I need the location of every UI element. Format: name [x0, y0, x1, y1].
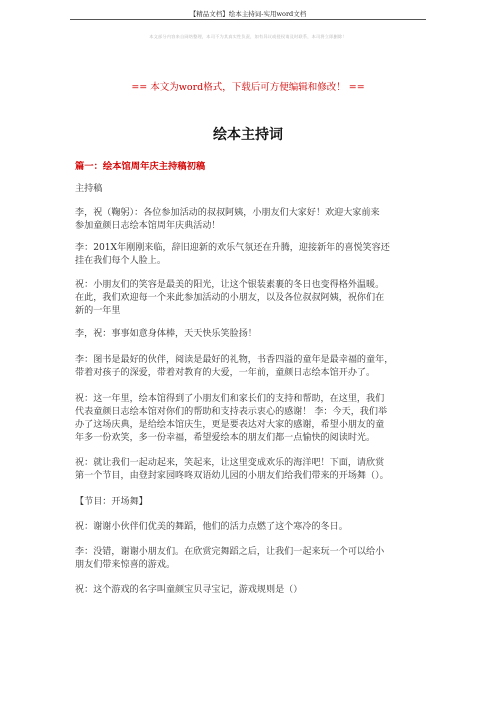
header-divider: [70, 19, 426, 20]
paragraph: 祝：这一年里，绘本馆得到了小朋友们和家长们的支持和帮助，在这里，我们 代表童颜日志绘本馆对你们的帮助和支持表示衷心的感谢！ 李：今天，我们举 办了这场庆典，是给绘本馆庆生，更是要表达对大家的感谢，希望小朋友的童 年多一份欢笑，多一份幸福，希望爱绘本的朋友们都一点愉快的阅读时光。: [75, 394, 388, 443]
paragraph: 【节目：开场舞】: [75, 497, 148, 507]
section-heading: 篇一：绘本馆周年庆主持稿初稿: [75, 161, 206, 172]
paragraph: 李，祝：事事如意身体棒，天天快乐笑脸扬！: [75, 329, 257, 339]
document-title: 绘本主持词: [213, 127, 283, 143]
paragraph: 李：201X年刚刚来临，辞旧迎新的欢乐气氛还在升腾，迎接新年的喜悦笑容还 挂在我们每个人脸上。: [75, 243, 390, 266]
paragraph: 祝：谢谢小伙伴们优美的舞蹈，他们的活力点燃了这个寒冷的冬日。: [75, 522, 348, 532]
page-header-title: 【精品文档】绘本主持词-实用word文档: [189, 10, 307, 18]
disclaimer-text: 本文部分内容来自网络整理，本司不为其真实性负责，如有异议或侵权请及时联系，本司将立即删除！: [149, 34, 347, 39]
word-format-notice: == 本文为word格式，下载后可方便编辑和修改！ ==: [131, 82, 365, 93]
paragraph: 祝：小朋友们的笑容是最美的阳光，让这个银装素裹的冬日也变得格外温暖。 在此，我们欢迎每一个来此参加活动的小朋友，以及各位叔叔阿姨，祝你们在 新的一年里: [75, 280, 385, 316]
paragraph: 主持稿: [75, 184, 103, 194]
paragraph: 李，祝（鞠躬）：各位参加活动的叔叔阿姨，小朋友们大家好！欢迎大家前来 参加童颜日志绘本馆周年庆典活动！: [75, 208, 380, 231]
paragraph: 祝：就让我们一起动起来，笑起来，让这里变成欢乐的海洋吧！下面，请欣赏 第一个节目，由登封家园咚咚双语幼儿园的小朋友们给我们带来的开场舞（）。: [75, 458, 389, 481]
paragraph: 李：图书是最好的伙伴，阅读是最好的礼物，书香四溢的童年是最幸福的童年， 带着对孩子的深爱，带着对教育的大爱，一年前，童颜日志绘本馆开办了。: [75, 355, 394, 378]
paragraph: 祝：这个游戏的名字叫童颜宝贝寻宝记，游戏规则是（）: [75, 585, 303, 595]
paragraph: 李：没错，谢谢小朋友们。在欣赏完舞蹈之后，让我们一起来玩一个可以给小 朋友们带来惊喜的游戏。: [75, 547, 385, 570]
